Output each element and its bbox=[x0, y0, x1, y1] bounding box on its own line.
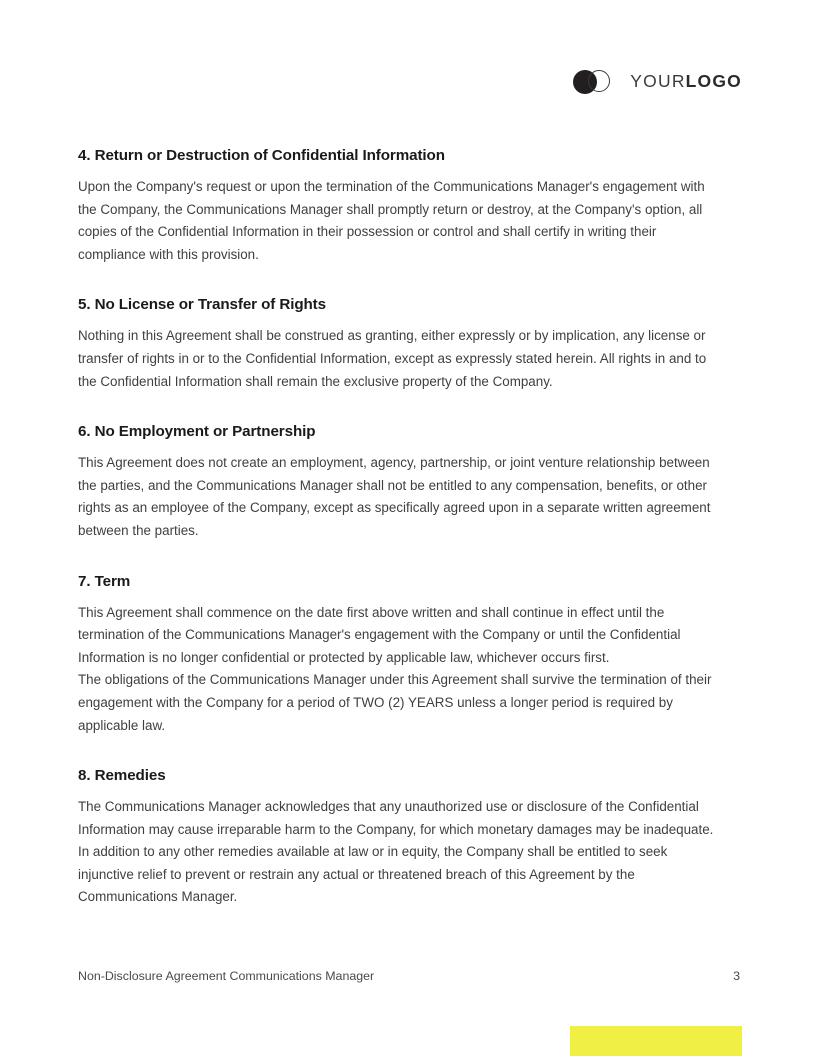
section-heading: 7. Term bbox=[78, 572, 131, 590]
accent-bar bbox=[570, 1026, 742, 1056]
logo-wordmark bbox=[630, 73, 742, 91]
section-heading: 6. No Employment or Partnership bbox=[78, 423, 316, 441]
logo-circle-outline-icon bbox=[588, 70, 610, 92]
section-paragraph: Nothing in this Agreement shall be construed as granting, either expressly or by implication, any license or transfer of rights in or to the Confidential Information, except as expressly stated herein. All rights in and to the Confidential Information shall remain the exclusive property of the Company. bbox=[78, 328, 707, 389]
section-5 bbox=[78, 295, 718, 393]
letterhead-logo bbox=[573, 70, 742, 94]
page-footer bbox=[78, 968, 740, 984]
section-8 bbox=[78, 766, 718, 909]
section-4 bbox=[78, 146, 718, 266]
footer-page-number: 3 bbox=[733, 969, 740, 983]
footer-document-title: Non-Disclosure Agreement Communications Manager bbox=[78, 969, 375, 983]
logo-wordmark-bold: LOGO bbox=[685, 71, 742, 92]
section-paragraph: Upon the Company's request or upon the termination of the Communications Manager's engagement with the Company, the Communications Manager shall promptly return or destroy, at the Company's option, all copies of the Confidential Information in their possession or control and shall certify in writing their compliance with this provision. bbox=[78, 179, 705, 262]
logo-wordmark-light: YOUR bbox=[630, 71, 686, 92]
section-6 bbox=[78, 422, 718, 542]
section-paragraph: This Agreement shall commence on the date first above written and shall continue in effect until the termination of the Communications Manager's engagement with the Company or until the Confidential Information is no longer confidential or protected by applicable law, whichever occurs first. bbox=[78, 604, 681, 665]
document-body bbox=[78, 146, 718, 909]
section-heading: 8. Remedies bbox=[78, 767, 166, 785]
logo-mark-icon bbox=[573, 70, 619, 94]
section-paragraph: The Communications Manager acknowledges that any unauthorized use or disclosure of the Confidential Information may cause irreparable harm to the Company, for which monetary damages may be inadequate. In addition to any other remedies available at law or in equity, the Company shall be entitled to seek injunctive relief to prevent or restrain any actual or threatened breach of this Agreement by the Communications Manager. bbox=[78, 799, 714, 905]
section-7 bbox=[78, 572, 718, 738]
section-heading: 4. Return or Destruction of Confidential Information bbox=[78, 147, 445, 164]
section-heading: 5. No License or Transfer of Rights bbox=[78, 296, 326, 314]
section-paragraph: This Agreement does not create an employment, agency, partnership, or joint venture relationship between the parties, and the Communications Manager shall not be entitled to any compensation, benefits, or other rights as an employee of the Company, except as specifically agreed upon in a separate written agreement between the parties. bbox=[78, 455, 711, 538]
section-paragraph: The obligations of the Communications Manager under this Agreement shall survive the termination of their engagement with the Company for a period of TWO (2) YEARS unless a longer period is required by applicable law. bbox=[78, 672, 712, 733]
